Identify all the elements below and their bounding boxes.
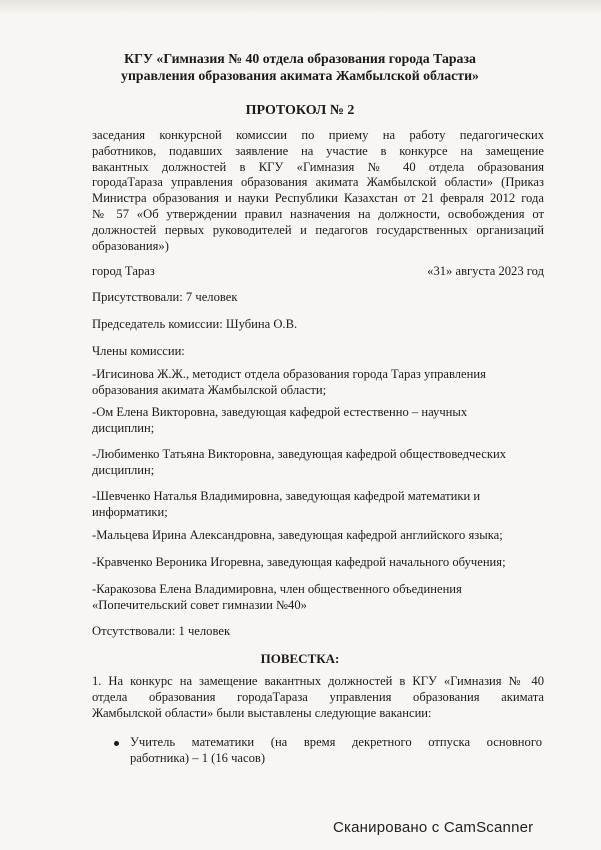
camscanner-watermark: Сканировано с CamScanner xyxy=(333,819,534,836)
present-count: Присутствовали: 7 человек xyxy=(92,290,238,304)
member-line: -Любименко Татьяна Викторовна, заведующая кафедрой обществоведческих xyxy=(92,447,507,461)
member-line: «Попечительский совет гимназии №40» xyxy=(92,597,307,612)
absent-count: Отсутствовали: 1 человек xyxy=(92,624,231,638)
member-line: -Шевченко Наталья Владимировна, заведующая кафедрой математики и xyxy=(92,489,481,503)
commission-chair: Председатель комиссии: Шубина О.В. xyxy=(92,317,298,331)
intro-line: городаТараза управления образования акимата Жамбылской области» (Приказ xyxy=(92,175,544,190)
intro-line: № 57 «Об утверждении правил назначения на должности, освобождения от xyxy=(92,206,544,221)
header-line: управления образования акимата Жамбылской области» xyxy=(121,68,479,83)
agenda-line: отдела образования городаТараза управления образования акимата xyxy=(92,689,544,704)
intro-line: заседания конкурсной комиссии по приему на работу педагогических xyxy=(92,128,544,142)
vacancy-line: работника) – 1 (16 часов) xyxy=(130,750,266,765)
member-line: дисциплин; xyxy=(92,462,155,477)
members-heading: Члены комиссии: xyxy=(92,344,185,358)
member-line: дисциплин; xyxy=(92,420,155,435)
bullet-icon xyxy=(114,741,119,746)
agenda-line: Жамбылской области» были выставлены следующие вакансии: xyxy=(92,705,432,720)
place-date-row xyxy=(92,264,544,280)
member-line: -Кравченко Вероника Игоревна, заведующая кафедрой начального обучения; xyxy=(92,555,506,569)
intro-line: вакантных должностей в КГУ «Гимназия № 40 отдела образования xyxy=(92,159,544,174)
protocol-intro xyxy=(92,128,544,254)
agenda-line: 1. На конкурс на замещение вакантных должностей в КГУ «Гимназия № 40 xyxy=(92,674,544,688)
agenda-title: ПОВЕСТКА: xyxy=(260,651,340,666)
member-entry xyxy=(92,528,544,544)
intro-line: работников, подавших заявление на участие в конкурсе на замещение xyxy=(92,143,544,158)
protocol-title: ПРОТОКОЛ № 2 xyxy=(245,103,355,118)
scan-top-edge xyxy=(0,0,601,14)
member-entry xyxy=(92,555,544,571)
header-line: КГУ «Гимназия № 40 отдела образования города Тараза xyxy=(124,51,476,66)
member-line: -Каракозова Елена Владимировна, член общественного объединения xyxy=(92,582,462,596)
intro-line: Министра образования и науки Республики Казахстан от 21 февраля 2012 года xyxy=(92,191,544,206)
member-entry xyxy=(92,489,544,521)
vacancy-line: Учитель математики (на время декретного отпуска основного xyxy=(130,735,542,749)
member-entry xyxy=(92,582,544,614)
member-entry xyxy=(92,405,544,437)
member-line: -Мальцева Ирина Александровна, заведующая кафедрой английского языка; xyxy=(92,528,503,542)
member-entry xyxy=(92,367,544,399)
vacancy-item xyxy=(130,735,542,767)
date: «31» августа 2023 год xyxy=(427,264,544,278)
intro-line: должностей первых руководителей и педагогов государственных организаций xyxy=(92,222,544,237)
member-line: -Игисинова Ж.Ж., методист отдела образования города Тараз управления xyxy=(92,367,486,381)
agenda-item xyxy=(92,674,544,721)
member-line: информатики; xyxy=(92,504,168,519)
place: город Тараз xyxy=(92,264,155,278)
member-entry xyxy=(92,447,544,479)
member-line: -Ом Елена Викторовна, заведующая кафедрой естественно – научных xyxy=(92,405,468,419)
document-header xyxy=(80,50,520,84)
intro-line: образования») xyxy=(92,238,169,253)
member-line: образования акимата Жамбылской области; xyxy=(92,382,327,397)
